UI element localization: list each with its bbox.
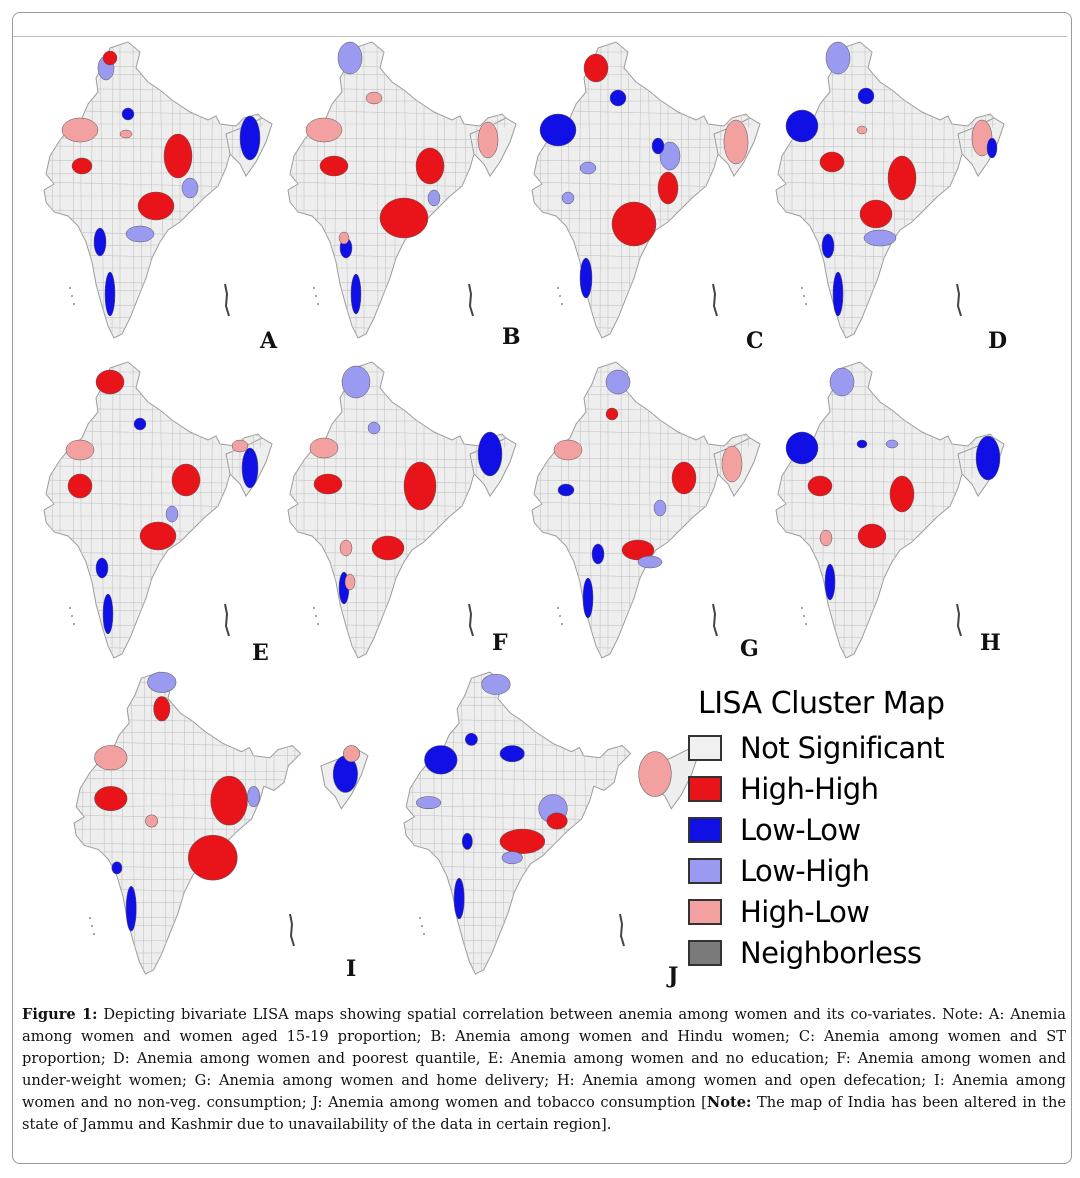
lakshadweep-dot: [69, 287, 71, 289]
cluster-hl: [366, 92, 382, 104]
lakshadweep-dot: [315, 615, 317, 617]
cluster-ll: [652, 138, 664, 154]
cluster-lh: [502, 852, 522, 864]
cluster-hl: [339, 232, 349, 244]
cluster-lh: [182, 178, 198, 198]
legend-swatch: [688, 899, 722, 925]
legend-label: Low-High: [740, 853, 870, 888]
cluster-hh: [416, 148, 444, 184]
cluster-hl: [310, 438, 338, 458]
lakshadweep-dot: [561, 303, 563, 305]
cluster-lh: [126, 226, 154, 242]
cluster-lh: [247, 786, 259, 806]
lakshadweep-dot: [423, 933, 425, 935]
cluster-hh: [211, 776, 248, 825]
legend: [688, 686, 948, 973]
cluster-ll: [96, 558, 108, 578]
cluster-lh: [606, 370, 630, 394]
cluster-ll: [242, 448, 258, 488]
cluster-hl: [554, 440, 582, 460]
top-rule: [13, 36, 1067, 37]
panel-letter: E: [252, 640, 269, 666]
map-panel-d: [772, 38, 1017, 354]
cluster-ll: [112, 862, 122, 874]
lakshadweep-dot: [561, 623, 563, 625]
legend-item-not-significant: [688, 727, 948, 768]
legend-swatch: [688, 940, 722, 966]
cluster-ll: [134, 418, 146, 430]
india-outline: [44, 42, 266, 338]
india-outline: [288, 362, 510, 658]
andaman-islands: [620, 914, 624, 946]
legend-item-neighborless: [688, 932, 948, 973]
cluster-lh: [338, 42, 362, 74]
cluster-hh: [500, 829, 545, 853]
cluster-lh: [342, 366, 370, 398]
legend-label: Low-Low: [740, 812, 861, 847]
map-panel-f: [284, 358, 529, 663]
panel-letter: J: [668, 963, 679, 989]
cluster-hh: [138, 192, 174, 220]
andaman-islands: [225, 604, 229, 636]
cluster-hh: [320, 156, 348, 176]
legend-swatch: [688, 858, 722, 884]
legend-item-high-high: [688, 768, 948, 809]
cluster-lh: [864, 230, 896, 246]
cluster-lh: [148, 672, 177, 692]
cluster-ll: [825, 564, 835, 600]
lakshadweep-dot: [557, 287, 559, 289]
india-map: [284, 38, 529, 343]
cluster-ll: [126, 886, 136, 931]
caption-note-text: The map of India has been altered in the state of Jammu and Kashmir due to unavailability of the data in certain region].: [22, 1094, 1067, 1133]
panel-letter: I: [346, 956, 357, 982]
legend-swatch: [688, 735, 722, 761]
cluster-lh: [830, 368, 854, 396]
legend-item-low-high: [688, 850, 948, 891]
cluster-hh: [612, 202, 656, 246]
cluster-hh: [314, 474, 342, 494]
cluster-ll: [558, 484, 574, 496]
cluster-ll: [857, 440, 867, 448]
cluster-ll: [580, 258, 592, 298]
cluster-hh: [658, 172, 678, 204]
cluster-lh: [416, 797, 440, 809]
cluster-lh: [886, 440, 898, 448]
map-panel-j: [390, 668, 680, 989]
india-map: [772, 38, 1017, 343]
cluster-hl: [340, 540, 352, 556]
cluster-hl: [94, 746, 127, 770]
lakshadweep-dot: [313, 607, 315, 609]
panel-letter: B: [502, 324, 521, 350]
map-panel-i: [60, 668, 357, 982]
andaman-islands: [957, 284, 961, 316]
map-panel-b: [284, 38, 529, 350]
cluster-ll: [786, 110, 818, 142]
cluster-lh: [826, 42, 850, 74]
cluster-hh: [140, 522, 176, 550]
andaman-islands: [957, 604, 961, 636]
cluster-ll: [462, 833, 472, 849]
india-outline: [776, 42, 998, 338]
india-map: [40, 358, 285, 663]
legend-label: Neighborless: [740, 935, 922, 970]
lakshadweep-dot: [317, 623, 319, 625]
india-outline: [288, 42, 510, 338]
caption-text: Depicting bivariate LISA maps showing spatial correlation between anemia among women and its co-variates. Note: A: Anemia among women and women aged 15-19 proportion; B: Anemia among women and Hindu women; C: Anemia among women and ST proportion; D: Anemia among women and poorest quantile, E: Anemia among women and no education; F: Anemia among women and under-weight women; G: Anemia among women and home delivery; H: Anemia among women and open defecation; I: Anemia among women and no non-veg. consumption; J: Anemia among women and tobacco consumption [: [22, 1006, 1066, 1111]
cluster-ll: [122, 108, 134, 120]
india-map: [390, 668, 680, 973]
cluster-ll: [500, 746, 524, 762]
lakshadweep-dot: [803, 615, 805, 617]
lisa-maps-figure: [40, 38, 1040, 989]
cluster-hh: [404, 462, 436, 510]
legend-title: LISA Cluster Map: [698, 686, 945, 721]
cluster-hh: [858, 524, 886, 548]
cluster-hh: [172, 464, 200, 496]
india-map: [284, 358, 529, 663]
lakshadweep-dot: [421, 925, 423, 927]
legend-label: High-Low: [740, 894, 870, 929]
india-map: [60, 668, 350, 973]
panel-letter: H: [980, 630, 1001, 656]
lakshadweep-dot: [557, 607, 559, 609]
lakshadweep-dot: [805, 623, 807, 625]
andaman-islands: [469, 284, 473, 316]
panel-letter: G: [740, 636, 759, 662]
cluster-hh: [154, 697, 170, 721]
lakshadweep-dot: [801, 287, 803, 289]
cluster-hl: [343, 746, 359, 762]
cluster-hl: [232, 440, 248, 452]
legend-item-low-low: [688, 809, 948, 850]
cluster-hh: [672, 462, 696, 494]
legend-label: Not Significant: [740, 730, 945, 765]
cluster-hl: [857, 126, 867, 134]
lakshadweep-dot: [801, 607, 803, 609]
cluster-ll: [103, 594, 113, 634]
cluster-hh: [188, 835, 237, 880]
lakshadweep-dot: [559, 615, 561, 617]
panel-letter: C: [746, 328, 764, 354]
lakshadweep-dot: [93, 933, 95, 935]
cluster-hh: [890, 476, 914, 512]
cluster-lh: [654, 500, 666, 516]
andaman-islands: [225, 284, 229, 316]
cluster-hh: [94, 786, 127, 810]
map-panel-h: [772, 358, 1017, 663]
cluster-ll: [105, 272, 115, 316]
cluster-hh: [103, 51, 117, 65]
andaman-islands: [713, 604, 717, 636]
cluster-hl: [724, 120, 748, 164]
india-outline: [776, 362, 998, 658]
cluster-hl: [345, 574, 355, 590]
india-outline: [404, 672, 630, 974]
cluster-ll: [786, 432, 818, 464]
lakshadweep-dot: [73, 303, 75, 305]
lakshadweep-dot: [317, 303, 319, 305]
cluster-lh: [580, 162, 596, 174]
andaman-islands: [713, 284, 717, 316]
cluster-hh: [372, 536, 404, 560]
cluster-ll: [592, 544, 604, 564]
cluster-ll: [610, 90, 626, 106]
lakshadweep-dot: [559, 295, 561, 297]
legend-swatch: [688, 817, 722, 843]
cluster-ll: [976, 436, 1000, 480]
lakshadweep-dot: [73, 623, 75, 625]
map-panel-c: [528, 38, 773, 354]
cluster-lh: [166, 506, 178, 522]
cluster-hl: [62, 118, 98, 142]
cluster-hh: [584, 54, 608, 82]
cluster-ll: [465, 733, 477, 745]
cluster-ll: [351, 274, 361, 314]
cluster-ll: [987, 138, 997, 158]
cluster-hl: [478, 122, 498, 158]
cluster-hl: [66, 440, 94, 460]
cluster-ll: [454, 878, 464, 919]
lakshadweep-dot: [313, 287, 315, 289]
lakshadweep-dot: [91, 925, 93, 927]
cluster-lh: [562, 192, 574, 204]
india-outline: [44, 362, 266, 658]
cluster-hh: [808, 476, 832, 496]
cluster-lh: [638, 556, 662, 568]
map-panel-g: [528, 358, 773, 663]
cluster-hh: [547, 813, 567, 829]
panel-letter: F: [492, 630, 508, 656]
lakshadweep-dot: [69, 607, 71, 609]
cluster-ll: [240, 116, 260, 160]
cluster-hh: [860, 200, 892, 228]
cluster-ll: [822, 234, 834, 258]
lakshadweep-dot: [805, 303, 807, 305]
cluster-hh: [72, 158, 92, 174]
figure-caption: [22, 1004, 1066, 1136]
cluster-ll: [478, 432, 502, 476]
cluster-hh: [888, 156, 916, 200]
caption-note-label: Note:: [706, 1094, 752, 1111]
lakshadweep-dot: [89, 917, 91, 919]
panel-letter: D: [988, 328, 1008, 354]
map-panel-a: [40, 38, 285, 354]
lakshadweep-dot: [315, 295, 317, 297]
india-outline: [532, 362, 754, 658]
india-map: [528, 38, 773, 343]
lakshadweep-dot: [419, 917, 421, 919]
cluster-hl: [306, 118, 342, 142]
cluster-hh: [820, 152, 844, 172]
lakshadweep-dot: [71, 295, 73, 297]
cluster-ll: [94, 228, 106, 256]
cluster-lh: [482, 674, 511, 694]
legend-swatch: [688, 776, 722, 802]
cluster-hh: [96, 370, 124, 394]
cluster-hl: [120, 130, 132, 138]
india-outline: [74, 672, 300, 974]
cluster-lh: [428, 190, 440, 206]
cluster-ll: [858, 88, 874, 104]
india-outline: [532, 42, 754, 338]
cluster-hl: [820, 530, 832, 546]
cluster-hl: [639, 752, 672, 797]
cluster-ll: [424, 746, 457, 775]
cluster-hh: [164, 134, 192, 178]
india-map: [528, 358, 773, 663]
cluster-hh: [380, 198, 428, 238]
cluster-hh: [606, 408, 618, 420]
panel-letter: A: [260, 328, 278, 354]
cluster-ll: [583, 578, 593, 618]
caption-label: Figure 1:: [22, 1006, 98, 1023]
cluster-hl: [145, 815, 157, 827]
cluster-lh: [368, 422, 380, 434]
legend-item-high-low: [688, 891, 948, 932]
cluster-ll: [540, 114, 576, 146]
legend-label: High-High: [740, 771, 879, 806]
lakshadweep-dot: [803, 295, 805, 297]
andaman-islands: [469, 604, 473, 636]
map-panel-e: [40, 358, 285, 666]
andaman-islands: [290, 914, 294, 946]
india-map: [772, 358, 1017, 663]
cluster-ll: [833, 272, 843, 316]
cluster-hh: [68, 474, 92, 498]
lakshadweep-dot: [71, 615, 73, 617]
cluster-hl: [722, 446, 742, 482]
india-map: [40, 38, 285, 343]
